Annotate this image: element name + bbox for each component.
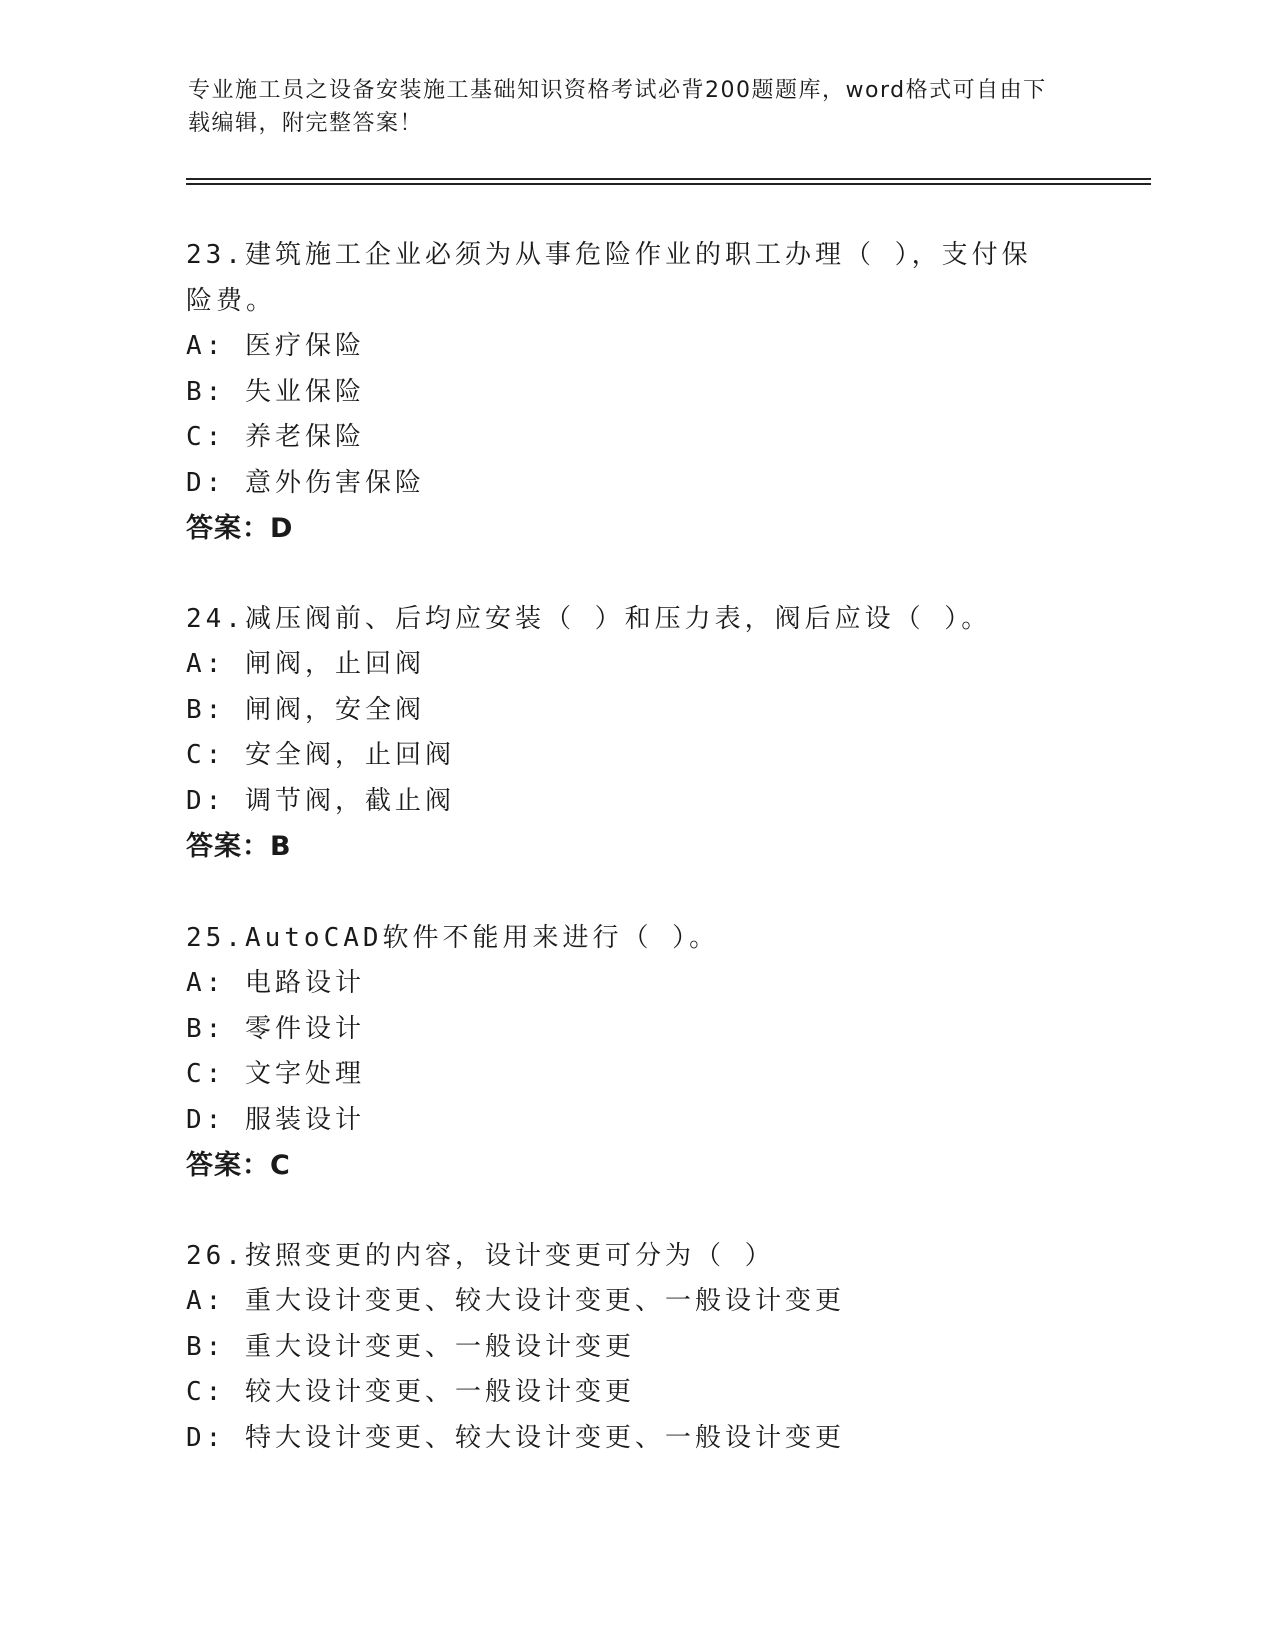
question-stem: 26.按照变更的内容，设计变更可分为（ ） xyxy=(186,1241,775,1271)
header-divider-bottom xyxy=(186,183,1151,185)
option-a: A: 重大设计变更、较大设计变更、一般设计变更 xyxy=(186,1286,845,1316)
option-b: B: 失业保险 xyxy=(186,376,365,407)
option-d: D: 服装设计 xyxy=(186,1104,365,1135)
option-d: D: 特大设计变更、较大设计变更、一般设计变更 xyxy=(186,1422,845,1453)
header-divider-top xyxy=(186,178,1151,180)
question-stem: 23.建筑施工企业必须为从事危险作业的职工办理（ ），支付保险费。 xyxy=(186,240,1032,316)
answer-label: 答案：B xyxy=(186,831,292,862)
option-c: C: 文字处理 xyxy=(186,1059,365,1089)
question-24 xyxy=(186,596,1086,870)
option-c: C: 养老保险 xyxy=(186,422,365,452)
document-header: 专业施工员之设备安装施工基础知识资格考试必背200题题库，word格式可自由下载编辑，附完整答案！ xyxy=(188,78,1047,136)
question-stem: 25.AutoCAD软件不能用来进行（ ）。 xyxy=(186,923,720,953)
option-b: B: 闸阀，安全阀 xyxy=(186,694,425,725)
question-23 xyxy=(186,232,1086,552)
answer-label: 答案：C xyxy=(186,1150,291,1181)
option-d: D: 调节阀，截止阀 xyxy=(186,785,455,816)
question-25 xyxy=(186,915,1086,1189)
option-a: A: 医疗保险 xyxy=(186,331,365,361)
option-a: A: 闸阀，止回阀 xyxy=(186,649,425,679)
option-d: D: 意外伤害保险 xyxy=(186,467,425,498)
option-b: B: 重大设计变更、一般设计变更 xyxy=(186,1331,635,1362)
option-b: B: 零件设计 xyxy=(186,1013,365,1044)
option-a: A: 电路设计 xyxy=(186,968,365,998)
question-stem: 24.减压阀前、后均应安装（ ）和压力表，阀后应设（ ）。 xyxy=(186,604,992,634)
answer-label: 答案：D xyxy=(186,513,294,544)
option-c: C: 安全阀，止回阀 xyxy=(186,740,455,770)
option-c: C: 较大设计变更、一般设计变更 xyxy=(186,1377,635,1407)
question-26 xyxy=(186,1233,1086,1461)
